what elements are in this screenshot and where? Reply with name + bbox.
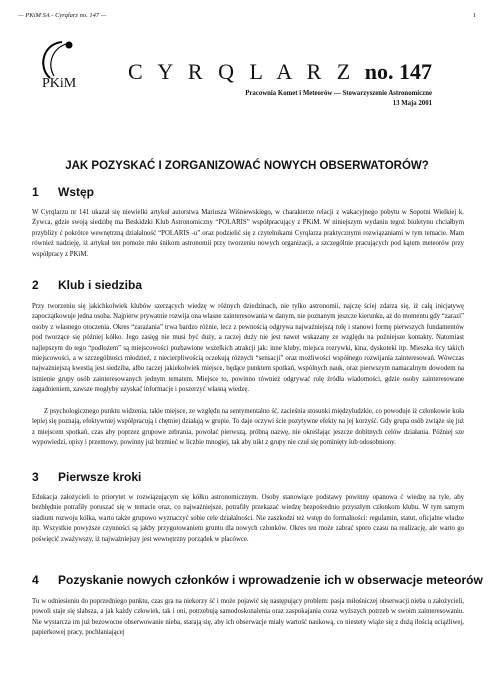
running-header — [18, 12, 476, 22]
section-heading — [32, 470, 464, 484]
section-number: 1 — [32, 185, 39, 199]
issue-number: no. 147 — [364, 59, 432, 84]
section-number: 3 — [32, 470, 39, 484]
page-number: 1 — [472, 12, 476, 19]
article-title: JAK POZYSKAĆ I ZORGANIZOWAĆ NOWYCH OBSERWATORÓW? — [65, 160, 429, 172]
section-number: 2 — [32, 278, 39, 292]
paragraph-pozyskanie: Tu w odniesieniu do poprzedniego punktu, czas gra na niekorzy ść i może pojawić się następujący problem: pasja miłośniczej obserwacji nieba u założycieli, powoli staje się słabsza, a jak każdy człowiek, tak i oni, potrzebują samodoskonalenia oraz zaspokajania coraz wyższych potrzeb w swoim zainteresowaniu. Nie wystarcza im już bezowocne obserwowanie nieba, starają się, aby ich obserwacje miały wartość naukową, co niestety wiąże się z dużą ilością uciążliwej, papierkowej pracy, pochłaniającej — [32, 598, 464, 637]
masthead — [112, 60, 432, 106]
section-title: Pierwsze kroki — [58, 470, 142, 484]
section-title: Klub i siedziba — [58, 278, 143, 292]
publisher-line: Pracownia Komet i Meteorów — Stowarzyszenie Astronomiczne — [245, 90, 432, 97]
paragraph-klub-2: Z psychologicznego punktu widzenia, takie miejsce, ze względu na sentymentalno ść, zacieśnia stosunki międzyludzkie, co powoduje iż członkowie koła lepiej się poznają, efektywniej współpracują i chętniej działają w grupie. To daje oczywi ście pozytywne efekty na jej korzyść. Gdy grupa osób zwiąże się już z miejscem spotkań, czas aby poprzez grupowe zebrania, powołać pierwszą, próbną nazwę, nie określając jeszcze dobitnych celów działania. Później sze wypowiedzi, opisy i przemowy, powinny już brzmieć w liczbie mnogiej, tak aby nikt z grupy nie czuł się pominięty lub odosobniony. — [32, 408, 464, 447]
paragraph-wstep: W Cyrqlarzu nr 141 ukazał się niewielki artykuł autorstwa Mariusza Wiśniewskiego, w charakterze relacji z wakacyjnego pobytu w Sopotni Wielkiej k. Żywca, gdzie swoją siedzibę ma Beskidzki Klub Astronomiczny “POLARIS” współpracujący z PKiM. W niniejszym wydaniu tegoż biuletynu chciałbym przybliży ć pokrótce wewnętrzną działalność “POLARIS -u” oraz podzielić się z czytelnikami Cyrqlarza praktycznymi rozwiązaniami w tym temacie. Mam również nadzieję, iż artykuł ten pomoże mło śnikom astronomii przy tworzeniu nowych organizacji, a szczególnie pracujących pod kątem meteorów przy współpracy z PKiM. — [32, 209, 464, 258]
section-title: Pozyskanie nowych członków i wprowadzenie ich w obserwacje meteorów — [58, 573, 483, 587]
section-heading — [32, 278, 464, 292]
running-header-title: — PKiM SA - Cyrqlarz no. 147 — — [18, 12, 107, 19]
paragraph-kroki: Edukacja założycieli to priorytet w rozwiązującym się kółku astronomicznym. Osoby stanowiące podstawy powinny opanowa ć wiedzę na tyle, aby bezbłędnie potrafiły poruszać się w temacie oraz, co najważniejsze, potrafiły przekazać wiedzę bezpośrednio przyszłym członkom klubu. W tym samym stadium rozwoju kółka, warto także grupowo wyznaczyć sobie cele działalności. Nie zaszkodzi też wstęp do formalności: regulamin, statut, oficjalne władze itp. Wszystkie powyższe czynności są jakby przygotowaniem gruntu dla nowych członków. Okres ten może zabrać sporo czasu na realizację, ale warto go poświęcić zważywszy, iż najważniejszy jest wewnętrzny porządek w placówce. — [32, 494, 464, 543]
pkim-logo — [36, 38, 80, 94]
publication-title: C Y R Q L A R Z — [128, 59, 356, 84]
section-heading — [32, 185, 464, 199]
paragraph-klub-1: Przy tworzeniu się jakichkolwiek klubów szerzących wiedzę w różnych dziedzinach, nie tylko astronomii, najczę ściej zdarza się, iż całą inicjatywę zapoczątkowuje jedna osoba. Najpierw prywatnie rozwija ona własne zainteresowania w danym, nie poznanym jeszcze kierunku, aż do momentu gdy “zarazi” osoby z własnego otoczenia. Okres “zarażania” trwa bardzo różnie, lecz z pewnością odgrywa najważniejszą rolę i stanowi formę pierwszych fundamentów pod tworzące się później kółko. Jego zasięg nie musi być duży, a raczej duży nie jest nawet wskazany ze względu na poźniejsze kontakty. Natomiast najlepszym do tego “podłożem” są miejscowości pozbawione wszelkich atrakcji jak: inne kluby, miejsca rozrywki, kina, dyskoteki itp. Mieszka ńcy takich miejscowości, a w szczególności młodzież, z niecierpliwością oczekują różnych “sensacji” oraz możliwości współnego rozwijania zainteresowań. Wówczas najważniejszą kwestią jest siedziba, albo raczej jakiekolwiek miejsce, będące punktem spotkań, wspólnych nauk, oraz pierwszym namacalnym dowodem na istnienie grupy osób zainteresowanych jednym tematem. Miejsce to, powinno również odgrywać rolę źródła wiadomości, gdzie osoby zainteresowane zagadnieniem, zawsze mogłyby uzyskać informacje i poszerzyć własną wiedzę. — [32, 303, 464, 394]
logo-text: PKiM — [42, 76, 77, 91]
issue-date: 13 Maja 2001 — [392, 100, 432, 107]
section-heading — [32, 573, 483, 587]
section-number: 4 — [32, 573, 39, 587]
section-title: Wstęp — [58, 185, 94, 199]
